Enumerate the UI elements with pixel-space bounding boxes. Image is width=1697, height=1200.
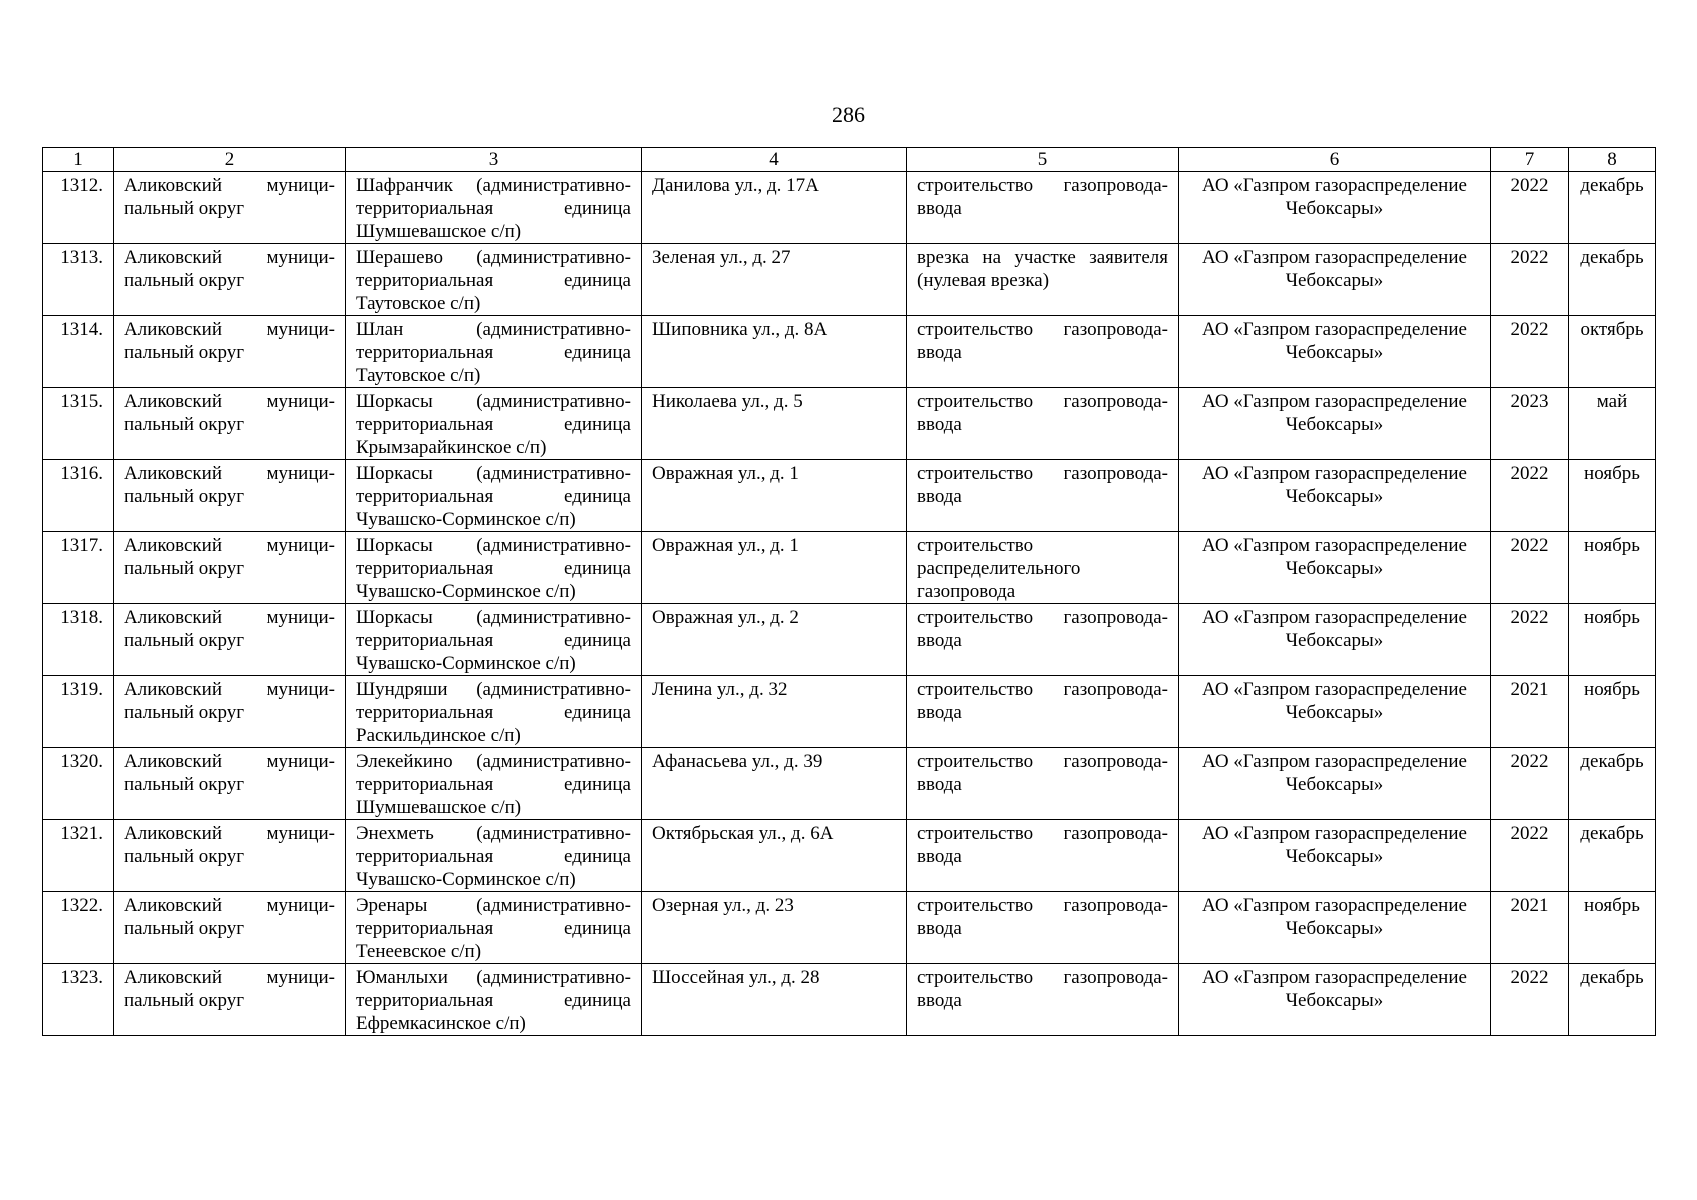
locality-cell: Шафранчик (административно-территориальная единица Шумшевашское с/п): [346, 172, 642, 244]
district-cell: Аликовский муници-пальный округ: [114, 460, 346, 532]
row-number-cell: 1320.: [43, 748, 114, 820]
locality-cell: Шлан (административно-территориальная единица Таутовское с/п): [346, 316, 642, 388]
table-row: [43, 316, 1656, 388]
address-cell: Ленина ул., д. 32: [642, 676, 907, 748]
work-type-cell: строительство газопровода-ввода: [907, 892, 1179, 964]
row-number-cell: 1314.: [43, 316, 114, 388]
month-cell: ноябрь: [1569, 460, 1656, 532]
column-header: 8: [1569, 148, 1656, 172]
year-cell: 2022: [1491, 172, 1569, 244]
work-type-cell: строительство газопровода-ввода: [907, 820, 1179, 892]
table-row: [43, 532, 1656, 604]
locality-cell: Шундряши (административно-территориальная единица Раскильдинское с/п): [346, 676, 642, 748]
address-cell: Шиповника ул., д. 8А: [642, 316, 907, 388]
locality-cell: Шоркасы (административно-территориальная единица Чувашско-Сорминское с/п): [346, 460, 642, 532]
address-cell: Данилова ул., д. 17А: [642, 172, 907, 244]
table-row: [43, 244, 1656, 316]
table-row: [43, 748, 1656, 820]
table-row: [43, 964, 1656, 1036]
organization-cell: АО «Газпром газораспределение Чебоксары»: [1179, 964, 1491, 1036]
address-cell: Овражная ул., д. 1: [642, 460, 907, 532]
gas-connection-table: [42, 147, 1656, 1036]
row-number-cell: 1322.: [43, 892, 114, 964]
column-header: 3: [346, 148, 642, 172]
work-type-cell: строительство газопровода-ввода: [907, 460, 1179, 532]
year-cell: 2022: [1491, 964, 1569, 1036]
month-cell: ноябрь: [1569, 532, 1656, 604]
locality-cell: Элекейкино (административно-территориальная единица Шумшевашское с/п): [346, 748, 642, 820]
month-cell: октябрь: [1569, 316, 1656, 388]
table-row: [43, 388, 1656, 460]
locality-cell: Шоркасы (административно-территориальная единица Чувашско-Сорминское с/п): [346, 604, 642, 676]
organization-cell: АО «Газпром газораспределение Чебоксары»: [1179, 820, 1491, 892]
year-cell: 2022: [1491, 244, 1569, 316]
row-number-cell: 1317.: [43, 532, 114, 604]
month-cell: декабрь: [1569, 244, 1656, 316]
district-cell: Аликовский муници-пальный округ: [114, 748, 346, 820]
address-cell: Овражная ул., д. 2: [642, 604, 907, 676]
column-header: 2: [114, 148, 346, 172]
work-type-cell: врезка на участке заявителя (нулевая врезка): [907, 244, 1179, 316]
address-cell: Зеленая ул., д. 27: [642, 244, 907, 316]
organization-cell: АО «Газпром газораспределение Чебоксары»: [1179, 676, 1491, 748]
district-cell: Аликовский муници-пальный округ: [114, 892, 346, 964]
year-cell: 2022: [1491, 748, 1569, 820]
organization-cell: АО «Газпром газораспределение Чебоксары»: [1179, 604, 1491, 676]
year-cell: 2022: [1491, 316, 1569, 388]
month-cell: декабрь: [1569, 964, 1656, 1036]
month-cell: декабрь: [1569, 748, 1656, 820]
district-cell: Аликовский муници-пальный округ: [114, 604, 346, 676]
district-cell: Аликовский муници-пальный округ: [114, 820, 346, 892]
year-cell: 2022: [1491, 460, 1569, 532]
table-row: [43, 820, 1656, 892]
organization-cell: АО «Газпром газораспределение Чебоксары»: [1179, 244, 1491, 316]
district-cell: Аликовский муници-пальный округ: [114, 532, 346, 604]
address-cell: Озерная ул., д. 23: [642, 892, 907, 964]
row-number-cell: 1315.: [43, 388, 114, 460]
work-type-cell: строительство газопровода-ввода: [907, 748, 1179, 820]
month-cell: декабрь: [1569, 172, 1656, 244]
column-header: 4: [642, 148, 907, 172]
column-header: 7: [1491, 148, 1569, 172]
locality-cell: Эренары (административно-территориальная единица Тенеевское с/п): [346, 892, 642, 964]
organization-cell: АО «Газпром газораспределение Чебоксары»: [1179, 316, 1491, 388]
row-number-cell: 1323.: [43, 964, 114, 1036]
organization-cell: АО «Газпром газораспределение Чебоксары»: [1179, 532, 1491, 604]
row-number-cell: 1319.: [43, 676, 114, 748]
year-cell: 2022: [1491, 820, 1569, 892]
organization-cell: АО «Газпром газораспределение Чебоксары»: [1179, 748, 1491, 820]
month-cell: ноябрь: [1569, 604, 1656, 676]
year-cell: 2021: [1491, 892, 1569, 964]
table-row: [43, 892, 1656, 964]
row-number-cell: 1316.: [43, 460, 114, 532]
table-row: [43, 172, 1656, 244]
locality-cell: Энехметь (административно-территориальная единица Чувашско-Сорминское с/п): [346, 820, 642, 892]
address-cell: Шоссейная ул., д. 28: [642, 964, 907, 1036]
work-type-cell: строительство газопровода-ввода: [907, 172, 1179, 244]
locality-cell: Шерашево (административно-территориальная единица Таутовское с/п): [346, 244, 642, 316]
district-cell: Аликовский муници-пальный округ: [114, 964, 346, 1036]
column-header: 1: [43, 148, 114, 172]
month-cell: ноябрь: [1569, 892, 1656, 964]
address-cell: Николаева ул., д. 5: [642, 388, 907, 460]
organization-cell: АО «Газпром газораспределение Чебоксары»: [1179, 460, 1491, 532]
year-cell: 2022: [1491, 604, 1569, 676]
table-body: [43, 172, 1656, 1036]
year-cell: 2023: [1491, 388, 1569, 460]
locality-cell: Шоркасы (административно-территориальная единица Крымзарайкинское с/п): [346, 388, 642, 460]
work-type-cell: строительство газопровода-ввода: [907, 316, 1179, 388]
row-number-cell: 1312.: [43, 172, 114, 244]
column-number-header-row: [43, 148, 1656, 172]
page-number: 286: [832, 102, 865, 127]
month-cell: ноябрь: [1569, 676, 1656, 748]
year-cell: 2022: [1491, 532, 1569, 604]
column-header: 5: [907, 148, 1179, 172]
table-row: [43, 676, 1656, 748]
address-cell: Октябрьская ул., д. 6А: [642, 820, 907, 892]
locality-cell: Юманлыхи (административно-территориальная единица Ефремкасинское с/п): [346, 964, 642, 1036]
row-number-cell: 1318.: [43, 604, 114, 676]
district-cell: Аликовский муници-пальный округ: [114, 388, 346, 460]
row-number-cell: 1313.: [43, 244, 114, 316]
district-cell: Аликовский муници-пальный округ: [114, 316, 346, 388]
organization-cell: АО «Газпром газораспределение Чебоксары»: [1179, 172, 1491, 244]
district-cell: Аликовский муници-пальный округ: [114, 172, 346, 244]
month-cell: декабрь: [1569, 820, 1656, 892]
month-cell: май: [1569, 388, 1656, 460]
district-cell: Аликовский муници-пальный округ: [114, 244, 346, 316]
address-cell: Овражная ул., д. 1: [642, 532, 907, 604]
organization-cell: АО «Газпром газораспределение Чебоксары»: [1179, 388, 1491, 460]
organization-cell: АО «Газпром газораспределение Чебоксары»: [1179, 892, 1491, 964]
locality-cell: Шоркасы (административно-территориальная единица Чувашско-Сорминское с/п): [346, 532, 642, 604]
work-type-cell: строительство газопровода-ввода: [907, 964, 1179, 1036]
table-row: [43, 460, 1656, 532]
column-header: 6: [1179, 148, 1491, 172]
work-type-cell: строительство газопровода-ввода: [907, 676, 1179, 748]
work-type-cell: строительство распределительного газопровода: [907, 532, 1179, 604]
row-number-cell: 1321.: [43, 820, 114, 892]
year-cell: 2021: [1491, 676, 1569, 748]
table-row: [43, 604, 1656, 676]
work-type-cell: строительство газопровода-ввода: [907, 388, 1179, 460]
district-cell: Аликовский муници-пальный округ: [114, 676, 346, 748]
work-type-cell: строительство газопровода-ввода: [907, 604, 1179, 676]
address-cell: Афанасьева ул., д. 39: [642, 748, 907, 820]
